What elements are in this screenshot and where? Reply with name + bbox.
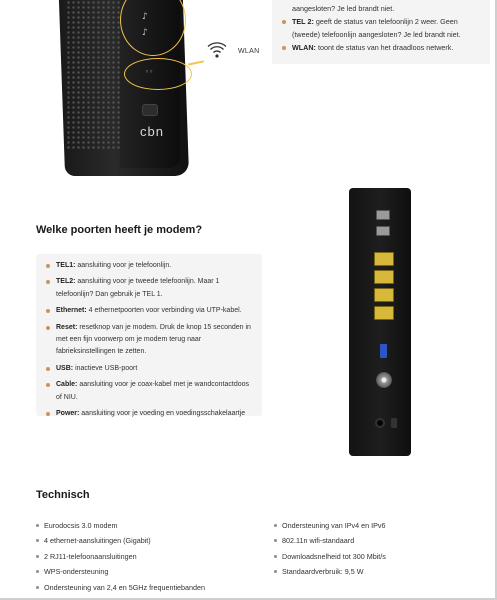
- item-text: resetknop van je modem. Druk de knop 15 seconden in met een fijn voorwerp om je modem terug naar fabrieksinstellingen te zetten.: [56, 323, 251, 356]
- item-lead: WLAN:: [292, 43, 316, 52]
- item-lead: TEL 2:: [292, 17, 314, 26]
- list-item: [282, 15, 480, 41]
- coax-port: [376, 372, 392, 388]
- item-text: toont de status van het draadloos netwerk.: [315, 43, 454, 52]
- item-text: 4 ethernetpoorten voor verbinding via UTP-kabel.: [86, 307, 242, 315]
- ethernet-port: [374, 306, 394, 320]
- power-button-icon: [142, 104, 158, 116]
- ports-heading: Welke poorten heeft je modem?: [36, 224, 203, 236]
- list-item: [282, 2, 480, 15]
- item-lead: TEL2:: [56, 278, 76, 286]
- item-text: aangesloten? Je led brandt niet.: [292, 4, 395, 13]
- ethernet-port: [374, 252, 394, 266]
- list-item: [46, 363, 254, 375]
- item-text: inactieve USB-poort: [73, 364, 138, 372]
- wifi-icon: [207, 42, 227, 60]
- cbn-logo: cbn: [140, 124, 164, 139]
- item-lead: Ethernet:: [56, 307, 87, 315]
- list-item: [46, 276, 254, 301]
- list-item: Ondersteuning van 2,4 en 5GHz frequentiebanden: [36, 580, 266, 595]
- list-item: WPS-ondersteuning: [36, 564, 266, 579]
- tech-list-left: [36, 518, 266, 595]
- highlight-ring-wlan: [124, 58, 192, 90]
- tel1-led-icon: ♪: [142, 12, 148, 22]
- ports-card: [36, 254, 262, 416]
- modem-vent-grille: [66, 0, 120, 150]
- item-lead: Power:: [56, 410, 80, 418]
- list-item: Downloadsnelheid tot 300 Mbit/s: [274, 549, 484, 564]
- list-item: [46, 379, 254, 404]
- item-text: aansluiting voor je telefoonlijn.: [75, 262, 172, 269]
- power-switch: [391, 418, 397, 428]
- list-item: [46, 408, 254, 420]
- list-item: Standaardverbruik: 9,5 W: [274, 564, 484, 579]
- list-item: [46, 305, 254, 317]
- item-text: aansluiting voor je tweede telefoonlijn. Maar 1 telefoonlijn? Dan gebruik je TEL 1.: [56, 278, 220, 298]
- usb-port: [380, 344, 387, 358]
- list-item: Eurodocsis 3.0 modem: [36, 518, 266, 533]
- item-lead: TEL1:: [56, 262, 76, 269]
- list-item: [282, 41, 480, 54]
- wlan-label: WLAN: [238, 48, 260, 55]
- item-lead: Reset:: [56, 323, 78, 331]
- list-item: Ondersteuning van IPv4 en IPv6: [274, 518, 484, 533]
- ethernet-port: [374, 288, 394, 302]
- item-text: aansluiting voor je coax-kabel met je wandcontactdoos of NIU.: [56, 381, 250, 401]
- list-item: 802.11n wifi-standaard: [274, 533, 484, 548]
- item-lead: Cable:: [56, 381, 78, 389]
- tel2-led-icon: ♪: [142, 28, 148, 38]
- led-info-card: [272, 0, 490, 64]
- list-item: 2 RJ11-telefoonaansluitingen: [36, 549, 266, 564]
- wlan-led-icon: ◦◦: [145, 68, 154, 76]
- pointer-line: [188, 60, 204, 65]
- list-item: [46, 322, 254, 359]
- power-port: [375, 418, 385, 428]
- tel1-port: [376, 210, 390, 220]
- item-text: geeft de status van telefoonlijn 2 weer. Geen (tweede) telefoonlijn aangesloten? Je led brandt niet.: [292, 17, 461, 39]
- list-item: [46, 260, 254, 272]
- item-lead: USB:: [56, 364, 74, 372]
- list-item: 4 ethernet-aansluitingen (Gigabit): [36, 533, 266, 548]
- technisch-heading: Technisch: [36, 489, 90, 501]
- tel2-port: [376, 226, 390, 236]
- ethernet-port: [374, 270, 394, 284]
- item-text: aansluiting voor je voeding en voedingsschakelaartje: [79, 410, 246, 418]
- tech-list-right: [274, 518, 484, 580]
